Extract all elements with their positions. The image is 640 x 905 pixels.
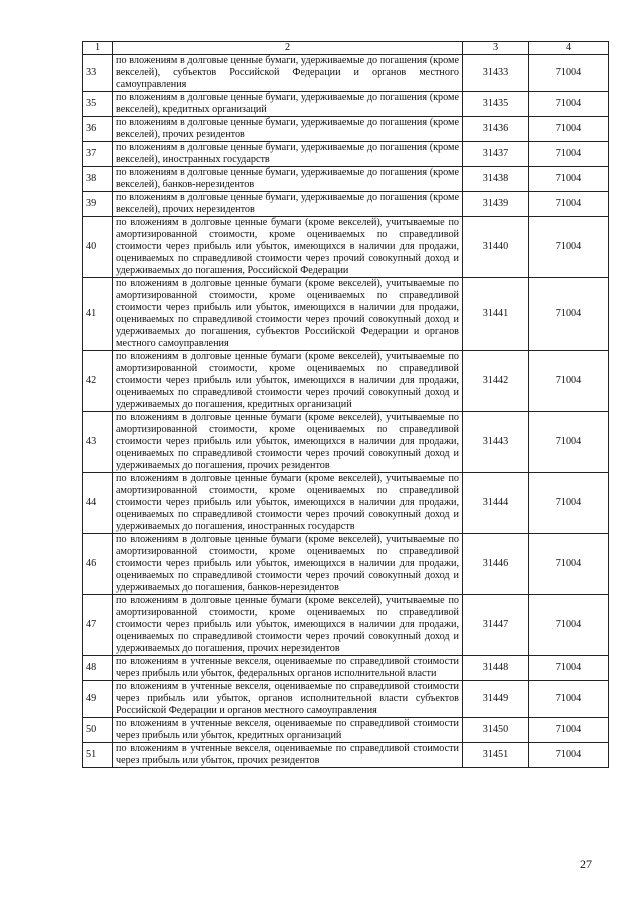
row-code: 31443 [463,412,529,473]
table-row [83,473,609,534]
row-account: 71004 [529,351,609,412]
row-description: по вложениям в долговые ценные бумаги, удерживаемые до погашения (кроме векселей), субъектов Российской Федерации и органов местного самоуправления [113,55,463,92]
row-description: по вложениям в долговые ценные бумаги, удерживаемые до погашения (кроме векселей), прочих резидентов [113,117,463,142]
row-number: 36 [83,117,113,142]
row-number: 37 [83,142,113,167]
page-number: 27 [580,857,592,871]
row-description: по вложениям в долговые ценные бумаги, удерживаемые до погашения (кроме векселей), иностранных государств [113,142,463,167]
row-number: 44 [83,473,113,534]
row-number: 49 [83,681,113,718]
row-number: 48 [83,656,113,681]
row-number: 33 [83,55,113,92]
row-description: по вложениям в долговые ценные бумаги (кроме векселей), учитываемые по амортизированной стоимости, кроме оцениваемых по справедливой стоимости через прибыль или убыток, имеющихся в наличии для продажи, оцениваемых по справедливой стоимости через прочий совокупный доход и удерживаемых до погашения, банков-нерезидентов [113,534,463,595]
header-row [83,42,609,55]
row-number: 43 [83,412,113,473]
row-code: 31433 [463,55,529,92]
row-number: 41 [83,278,113,351]
column-header-1: 1 [83,42,113,55]
row-description: по вложениям в учтенные векселя, оцениваемые по справедливой стоимости через прибыль или убыток, прочих резидентов [113,743,463,768]
row-account: 71004 [529,534,609,595]
row-number: 50 [83,718,113,743]
row-number: 51 [83,743,113,768]
table-row [83,595,609,656]
row-description: по вложениям в учтенные векселя, оцениваемые по справедливой стоимости через прибыль или убыток, федеральных органов исполнительной власти [113,656,463,681]
row-number: 47 [83,595,113,656]
row-description: по вложениям в долговые ценные бумаги (кроме векселей), учитываемые по амортизированной стоимости, кроме оцениваемых по справедливой стоимости через прибыль или убыток, имеющихся в наличии для продажи, оцениваемых по справедливой стоимости через прочий совокупный доход и удерживаемых до погашения, Российской Федерации [113,217,463,278]
row-number: 39 [83,192,113,217]
row-code: 31448 [463,656,529,681]
row-code: 31444 [463,473,529,534]
row-description: по вложениям в долговые ценные бумаги (кроме векселей), учитываемые по амортизированной стоимости, кроме оцениваемых по справедливой стоимости через прибыль или убыток, имеющихся в наличии для продажи, оцениваемых по справедливой стоимости через прочий совокупный доход и удерживаемых до погашения, кредитных организаций [113,351,463,412]
row-account: 71004 [529,117,609,142]
row-account: 71004 [529,681,609,718]
row-code: 31440 [463,217,529,278]
row-code: 31451 [463,743,529,768]
table-row [83,55,609,92]
row-number: 46 [83,534,113,595]
table-row [83,167,609,192]
row-code: 31441 [463,278,529,351]
row-account: 71004 [529,167,609,192]
row-account: 71004 [529,656,609,681]
row-description: по вложениям в учтенные векселя, оцениваемые по справедливой стоимости через прибыль или убыток, кредитных организаций [113,718,463,743]
table-row [83,117,609,142]
row-account: 71004 [529,595,609,656]
row-code: 31439 [463,192,529,217]
table-row [83,534,609,595]
accounts-table [82,41,609,768]
row-code: 31442 [463,351,529,412]
row-code: 31450 [463,718,529,743]
row-code: 31446 [463,534,529,595]
column-header-2: 2 [113,42,463,55]
row-description: по вложениям в долговые ценные бумаги (кроме векселей), учитываемые по амортизированной стоимости, кроме оцениваемых по справедливой стоимости через прибыль или убыток, имеющихся в наличии для продажи, оцениваемых по справедливой стоимости через прочий совокупный доход и удерживаемых до погашения, прочих резидентов [113,412,463,473]
row-account: 71004 [529,412,609,473]
row-description: по вложениям в долговые ценные бумаги (кроме векселей), учитываемые по амортизированной стоимости, кроме оцениваемых по справедливой стоимости через прибыль или убыток, имеющихся в наличии для продажи, оцениваемых по справедливой стоимости через прочий совокупный доход и удерживаемых до погашения, субъектов Российской Федерации и органов местного самоуправления [113,278,463,351]
row-code: 31447 [463,595,529,656]
row-account: 71004 [529,142,609,167]
column-header-3: 3 [463,42,529,55]
table-row [83,278,609,351]
table-row [83,743,609,768]
row-code: 31437 [463,142,529,167]
table-row [83,92,609,117]
row-description: по вложениям в долговые ценные бумаги (кроме векселей), учитываемые по амортизированной стоимости, кроме оцениваемых по справедливой стоимости через прибыль или убыток, имеющихся в наличии для продажи, оцениваемых по справедливой стоимости через прочий совокупный доход и удерживаемых до погашения, иностранных государств [113,473,463,534]
row-code: 31435 [463,92,529,117]
row-account: 71004 [529,55,609,92]
row-number: 35 [83,92,113,117]
row-code: 31436 [463,117,529,142]
table-row [83,217,609,278]
row-account: 71004 [529,192,609,217]
row-number: 38 [83,167,113,192]
row-description: по вложениям в учтенные векселя, оцениваемые по справедливой стоимости через прибыль или убыток, органов исполнительной власти субъектов Российской Федерации и органов местного самоуправления [113,681,463,718]
table-row [83,412,609,473]
row-account: 71004 [529,743,609,768]
row-account: 71004 [529,217,609,278]
row-number: 42 [83,351,113,412]
row-code: 31449 [463,681,529,718]
row-account: 71004 [529,92,609,117]
row-description: по вложениям в долговые ценные бумаги, удерживаемые до погашения (кроме векселей), прочих нерезидентов [113,192,463,217]
column-header-4: 4 [529,42,609,55]
table-row [83,351,609,412]
row-account: 71004 [529,278,609,351]
row-account: 71004 [529,718,609,743]
row-account: 71004 [529,473,609,534]
row-description: по вложениям в долговые ценные бумаги, удерживаемые до погашения (кроме векселей), кредитных организаций [113,92,463,117]
row-number: 40 [83,217,113,278]
table-row [83,142,609,167]
table-row [83,681,609,718]
table-row [83,192,609,217]
table-row [83,718,609,743]
row-description: по вложениям в долговые ценные бумаги (кроме векселей), учитываемые по амортизированной стоимости, кроме оцениваемых по справедливой стоимости через прибыль или убыток, имеющихся в наличии для продажи, оцениваемых по справедливой стоимости через прочий совокупный доход и удерживаемых до погашения, прочих нерезидентов [113,595,463,656]
table-row [83,656,609,681]
row-code: 31438 [463,167,529,192]
row-description: по вложениям в долговые ценные бумаги, удерживаемые до погашения (кроме векселей), банков-нерезидентов [113,167,463,192]
